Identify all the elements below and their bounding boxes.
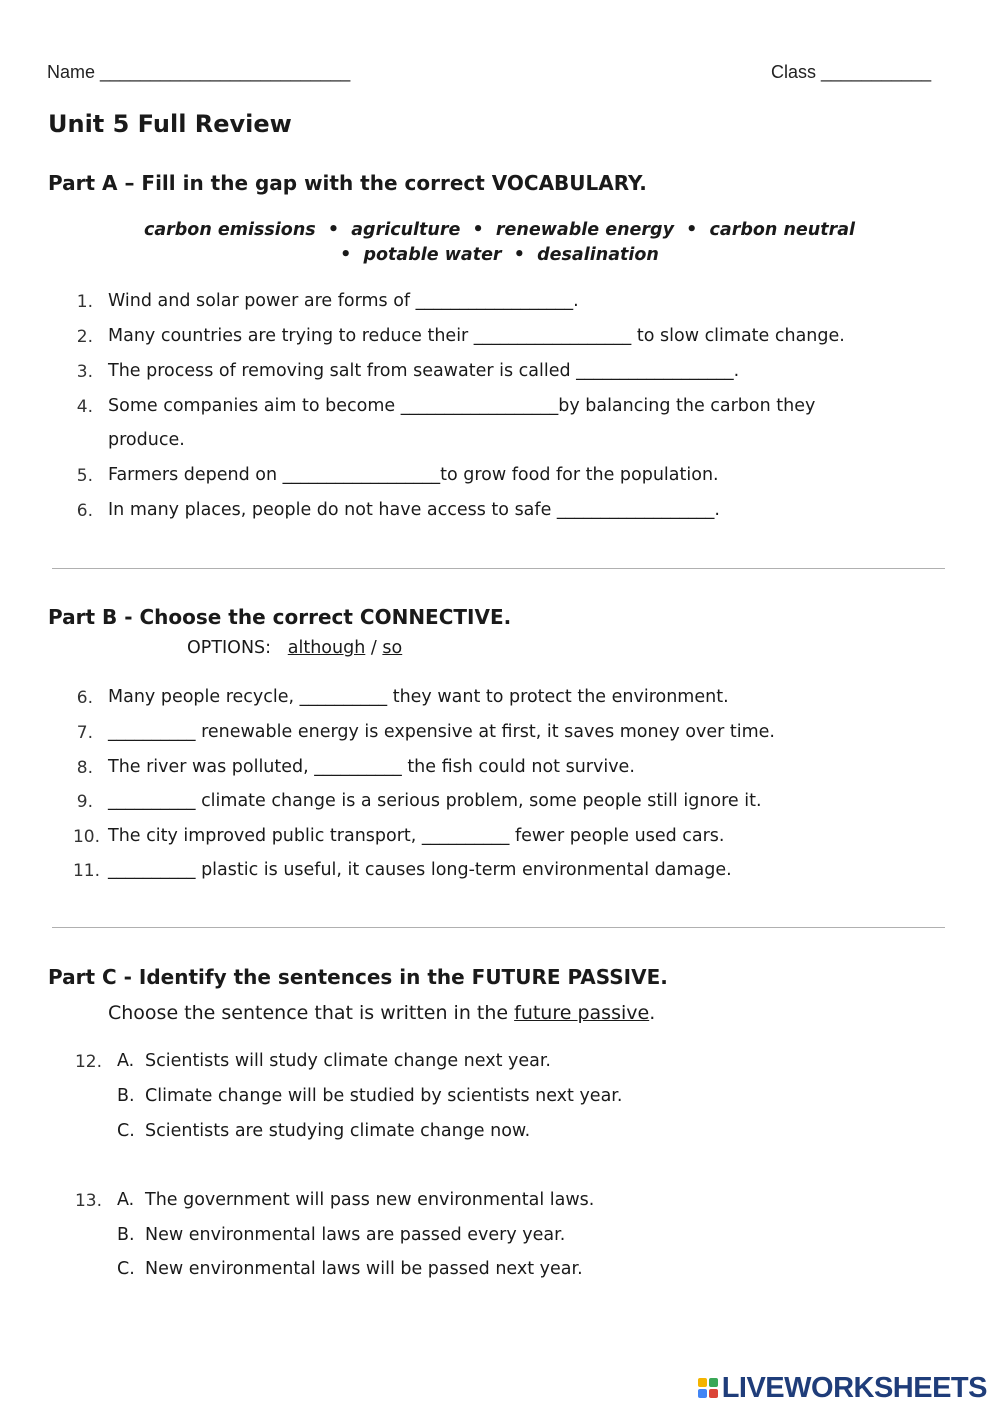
options-label: OPTIONS: <box>187 638 272 658</box>
option-text: Scientists will study climate change next year. <box>145 1051 551 1071</box>
question-number: 5. <box>76 466 93 486</box>
option-letter: A. <box>117 1190 135 1210</box>
logo-mark-icon <box>698 1378 718 1398</box>
option-text: New environmental laws are passed every year. <box>145 1225 566 1245</box>
question-text: The city improved public transport, __________ fewer people used cars. <box>108 826 725 846</box>
class-field <box>771 62 931 83</box>
question-text: Many countries are trying to reduce their __________________ to slow climate change. <box>108 326 845 346</box>
question-number: 13. <box>74 1191 102 1211</box>
question-number: 8. <box>76 758 93 778</box>
option-letter: C. <box>117 1259 135 1279</box>
question-text: The process of removing salt from seawater is called __________________. <box>108 361 740 381</box>
class-label: Class <box>771 62 817 82</box>
instruction-period: . <box>649 1002 656 1024</box>
question-text: The river was polluted, __________ the fish could not survive. <box>108 757 635 777</box>
option-letter: A. <box>117 1051 135 1071</box>
name-label: Name <box>47 62 96 82</box>
part-b-heading: Part B - Choose the correct CONNECTIVE. <box>48 605 512 629</box>
question-text: __________ renewable energy is expensive at first, it saves money over time. <box>108 722 775 742</box>
part-a-heading: Part A – Fill in the gap with the correct VOCABULARY. <box>48 171 647 195</box>
option-separator: / <box>370 638 377 658</box>
name-field <box>47 62 350 83</box>
word-bank-line-2: • potable water • desalination <box>340 245 659 265</box>
class-line: ___________ <box>821 62 932 82</box>
question-text: Farmers depend on __________________to grow food for the population. <box>108 465 719 485</box>
question-text: __________ plastic is useful, it causes long-term environmental damage. <box>108 860 732 880</box>
page-title: Unit 5 Full Review <box>48 110 292 138</box>
option-text: Climate change will be studied by scientists next year. <box>145 1086 623 1106</box>
logo-square <box>698 1389 707 1398</box>
question-text: Some companies aim to become __________________by balancing the carbon they <box>108 396 816 416</box>
question-number: 4. <box>76 397 93 417</box>
question-number: 2. <box>76 327 93 347</box>
name-line: _________________________ <box>100 62 351 82</box>
section-divider <box>52 927 945 928</box>
option-although: although <box>287 638 366 658</box>
question-number: 1. <box>76 292 93 312</box>
question-text-continued: produce. <box>108 430 185 450</box>
question-number: 10. <box>72 827 100 847</box>
part-c-heading: Part C - Identify the sentences in the FUTURE PASSIVE. <box>48 965 668 989</box>
option-letter: B. <box>117 1225 135 1245</box>
part-c-instruction <box>108 1002 655 1024</box>
instruction-text: Choose the sentence that is written in the <box>108 1002 509 1024</box>
option-text: The government will pass new environmental laws. <box>145 1190 595 1210</box>
logo-square <box>709 1378 718 1387</box>
option-text: Scientists are studying climate change now. <box>145 1121 531 1141</box>
question-number: 9. <box>76 792 93 812</box>
option-text: New environmental laws will be passed next year. <box>145 1259 583 1279</box>
question-number: 12. <box>74 1052 102 1072</box>
section-divider <box>52 568 945 569</box>
question-text: Many people recycle, __________ they want to protect the environment. <box>108 687 729 707</box>
option-so: so <box>382 638 403 658</box>
word-bank <box>0 218 999 268</box>
question-number: 6. <box>76 501 93 521</box>
logo-square <box>709 1389 718 1398</box>
question-number: 3. <box>76 362 93 382</box>
question-text: In many places, people do not have access to safe __________________. <box>108 500 720 520</box>
question-number: 6. <box>76 688 93 708</box>
option-letter: B. <box>117 1086 135 1106</box>
question-number: 11. <box>72 861 100 881</box>
logo-square <box>698 1378 707 1387</box>
instruction-underlined: future passive <box>514 1002 650 1024</box>
option-letter: C. <box>117 1121 135 1141</box>
liveworksheets-logo <box>698 1373 987 1403</box>
word-bank-line-1: carbon emissions • agriculture • renewable energy • carbon neutral <box>143 220 856 240</box>
question-number: 7. <box>76 723 93 743</box>
question-text: Wind and solar power are forms of __________________. <box>108 291 579 311</box>
question-text: __________ climate change is a serious problem, some people still ignore it. <box>108 791 762 811</box>
connective-options <box>187 638 402 658</box>
logo-text: LIVEWORKSHEETS <box>721 1371 987 1404</box>
